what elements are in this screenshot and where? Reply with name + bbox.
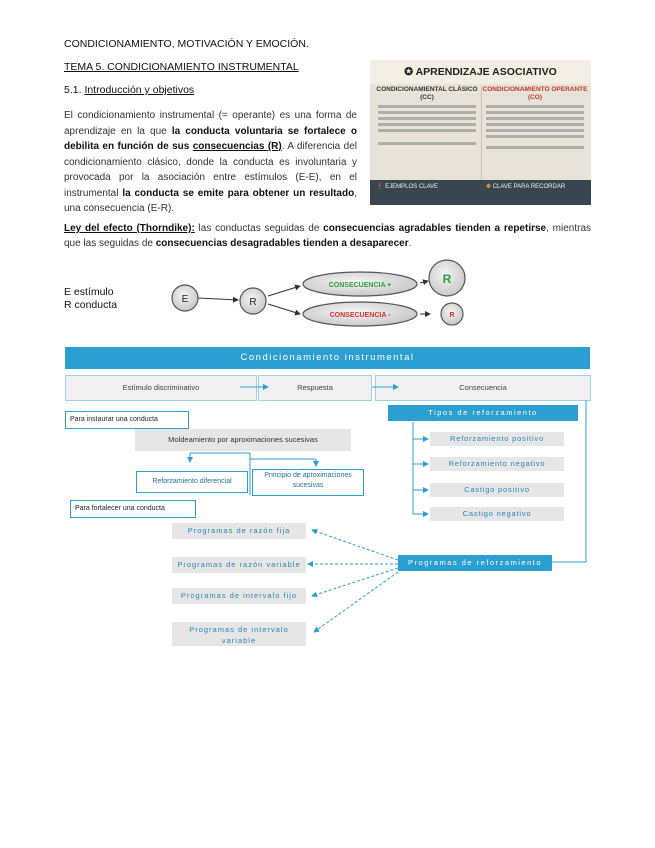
strip-consequence: Consecuencia [375,375,591,401]
legend-e: E estímulo [64,286,114,298]
law-bold-1: consecuencias agradables tienden a repetirse [323,223,547,234]
programa-intervalo-fijo: Programas de intervalo fijo [172,588,306,604]
strip-response: Respuesta [258,375,372,401]
programa-intervalo-variable: Programas de intervalo variable [172,622,306,646]
section-number: 5.1. [64,84,82,96]
intro-text-1: El condicionamiento instrumental (= operante) es una forma de aprendizaje en la que [64,110,357,137]
intro-bold-2: consecuencias (R) [192,141,282,152]
intro-text-2: . A diferencia del condicionamiento clásico, donde la conducta es involuntaria y provocada por la asociación entre estímulos (E-E), en el instrumental [64,141,357,199]
tipo-castigo-negativo: Castigo negativo [430,507,564,521]
intro-bold-1: la conducta voluntaria se fortalece o debilita en función de sus [64,125,357,152]
brain-icon: ✪ [404,66,416,78]
law-text-1: las conductas seguidas de [194,223,324,234]
infographic-title-text: APRENDIZAJE ASOCIATIVO [415,66,557,78]
tipos-reforzamiento-title: Tipos de reforzamiento [388,405,578,421]
law-bold-2: consecuencias desagradables tienden a desaparecer [155,238,409,249]
law-text-3: . [408,238,412,249]
programa-razon-fija: Programas de razón fija [172,523,306,539]
tipo-castigo-positivo: Castigo positivo [430,483,564,497]
programa-razon-variable: Programas de razón variable [172,557,306,573]
topic-title: TEMA 5. CONDICIONAMIENTO INSTRUMENTAL [64,61,299,73]
node-r-label: R [249,297,257,308]
operant-heading: CONDICIONAMIENTO OPERANTE (CO) [482,86,588,101]
legend-r: R conducta [64,299,118,311]
law-title: Ley del efecto (Thorndike): [64,223,195,234]
principio-box: Principio de aproximaciones sucesivas [252,469,364,496]
consequence-negative-label: CONSECUENCIA - [329,312,391,319]
law-text-2: , mientras que las seguidas de [64,223,592,249]
node-e-label: E [181,294,189,305]
key-examples: ❗ EJEMPLOS CLAVE [376,184,439,190]
intro-text-3: , una consecuencia (E-R). [64,187,357,214]
programas-reforzamiento-title: Programas de reforzamiento [398,555,552,571]
big-r-label: R [442,272,452,286]
consequence-positive-label: CONSECUENCIA + [328,282,392,289]
intro-bold-3: la conducta se emite para obtener un resultado [122,187,355,199]
key-reminder: ✽ CLAVE PARA RECORDAR [486,184,566,190]
reforzamiento-diferencial-box: Reforzamiento diferencial [136,471,248,493]
tipo-refuerzo-positivo: Reforzamiento positivo [430,432,564,446]
classical-heading: CONDICIONAMIENTAL CLÁSICO (CC) [376,86,478,101]
section-title: Introducción y objetivos [84,84,195,96]
course-title: CONDICIONAMIENTO, MOTIVACIÓN Y EMOCIÓN. [64,38,309,50]
fortalecer-label: Para fortalecer una conducta [70,500,196,518]
strip-discriminative-stimulus: Estímulo discriminativo [65,375,257,401]
small-r-label: R [449,312,455,319]
moldeamiento-box: Moldeamiento por aproximaciones sucesivas [135,429,351,451]
concept-map-banner: Condicionamiento instrumental [65,347,590,369]
tipo-refuerzo-negativo: Reforzamiento negativo [430,457,564,471]
instaurar-label: Para instaurar una conducta [65,411,189,429]
